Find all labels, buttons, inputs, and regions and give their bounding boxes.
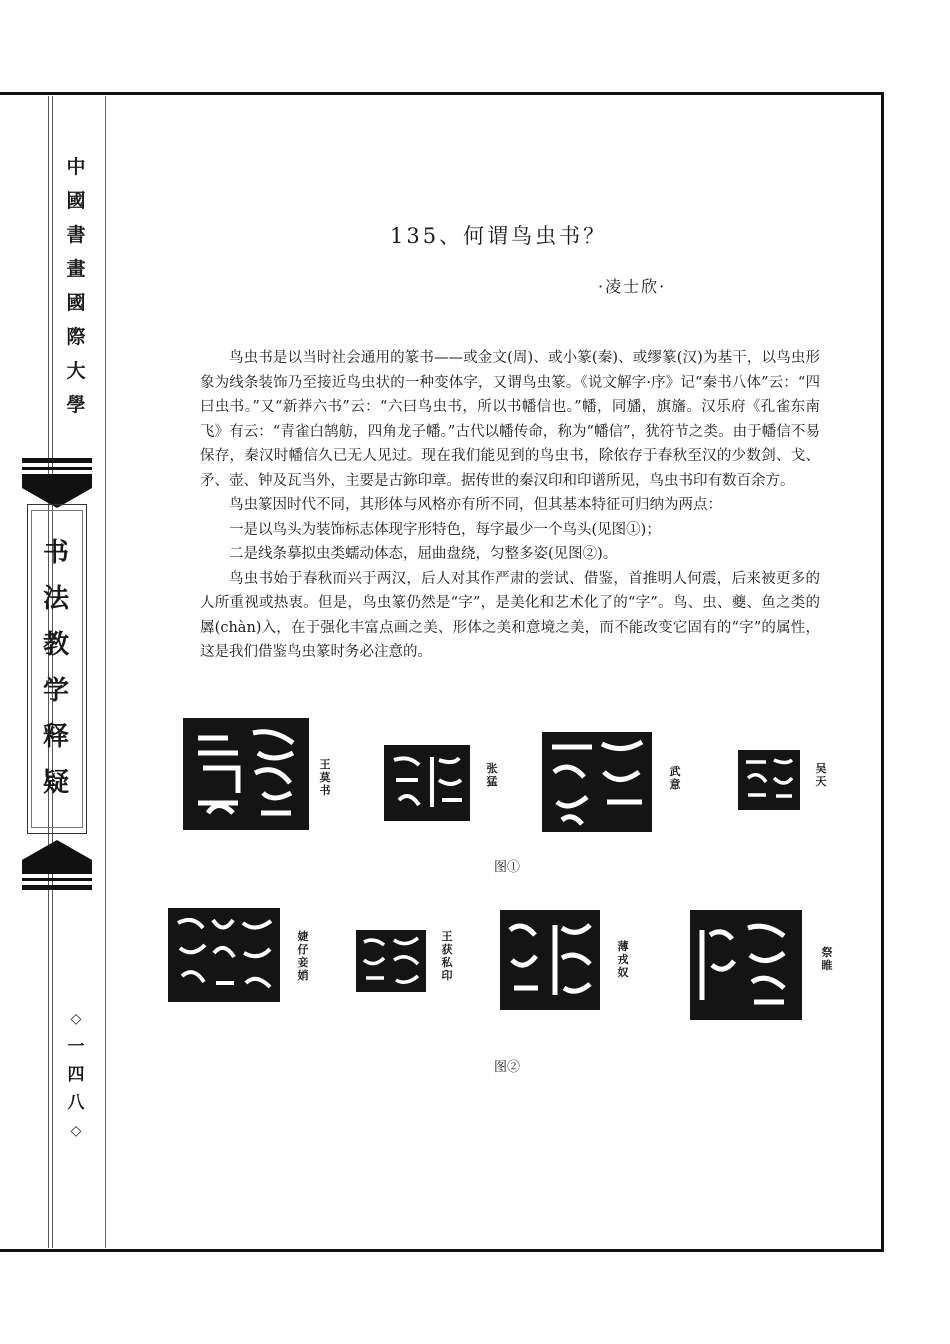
seal-label-char: 婕 — [297, 930, 309, 943]
seal-label-char: 薄 — [617, 940, 629, 953]
seal-pattern — [690, 910, 802, 1020]
sidebar-rule-right — [105, 96, 106, 1248]
page-frame-right — [881, 92, 884, 1252]
page-number — [60, 1005, 92, 1145]
university-char: 大 — [66, 360, 86, 382]
seal-label — [814, 762, 828, 788]
seal-label-char: 祭 — [821, 946, 833, 959]
book-title-char: 释 — [42, 722, 69, 752]
seal-label-char: 仔 — [297, 943, 309, 956]
seal-image — [168, 908, 280, 1002]
page-frame-top — [0, 92, 884, 95]
seal-label-char: 私 — [441, 956, 453, 969]
seal-label-char: 妾 — [297, 956, 309, 969]
seal-pattern — [738, 750, 800, 810]
seal-label-char: 奴 — [617, 966, 629, 979]
seal-label — [440, 930, 454, 982]
paragraph: 鸟虫书是以当时社会通用的篆书——或金文(周)、或小篆(秦)、或缪篆(汉)为基干，以鸟虫形象为线条装饰乃至接近鸟虫状的一种变体字，又谓鸟虫篆。《说文解字·序》记“秦书八体”云：“四曰虫书。”又“新莽六书”云：“六曰鸟虫书，所以书幡信也。”幡，同旙，旗旛。汉乐府《孔雀东南飞》有云：“青雀白鹄舫，四角龙子幡。”古代以幡传命，称为“幡信”，犹符节之类。由于幡信不易保存，秦汉时幡信久已无人见过。现在我们能见到的鸟虫书，除依存于春秋至汉的少数剑、戈、矛、壶、钟及瓦当外，主要是古鉨印章。据传世的秦汉印和印谱所见，鸟虫书印有数百余方。 — [200, 350, 820, 489]
seal-pattern — [500, 910, 600, 1010]
seal-image — [690, 910, 802, 1020]
university-char: 際 — [66, 326, 86, 348]
seal-image — [738, 750, 800, 810]
university-name — [58, 150, 94, 422]
page-number-char: 八 — [67, 1093, 85, 1113]
seal-pattern — [183, 718, 309, 830]
diamond-icon: ◇ — [70, 1011, 82, 1027]
article-title: 135、何谓鸟虫书？ — [390, 224, 608, 248]
university-char: 國 — [66, 190, 86, 212]
seal-image — [542, 732, 652, 832]
book-title-char: 法 — [42, 584, 69, 614]
seal-label — [668, 765, 682, 791]
university-char: 學 — [66, 394, 86, 416]
seal-label — [318, 758, 332, 797]
figure-caption: 图① — [494, 860, 521, 875]
seal-image — [183, 718, 309, 830]
diamond-icon: ◇ — [70, 1123, 82, 1139]
article-body — [200, 346, 820, 665]
seal-label-char: 娋 — [297, 969, 309, 982]
seal-label-char: 印 — [441, 969, 453, 982]
book-title-char: 学 — [42, 676, 69, 706]
seal-label-char: 猛 — [486, 775, 498, 788]
paragraph: 鸟虫书始于春秋而兴于两汉，后人对其作严肃的尝试、借鉴，首推明人何震，后来被更多的人所重视或热衷。但是，鸟虫篆仍然是“字”，是美化和艺术化了的“字”。鸟、虫、夔、鱼之类的羼(chàn)入，在于强化丰富点画之美、形体之美和意境之美，而不能改变它固有的“字”的属性，这是我们借鉴鸟虫篆时务必注意的。 — [200, 570, 820, 660]
seal-pattern — [168, 908, 280, 1002]
seal-image — [384, 745, 470, 821]
page-frame-bottom — [0, 1249, 884, 1252]
seal-label-char: 获 — [441, 943, 453, 956]
university-char: 中 — [66, 156, 86, 178]
university-char: 畫 — [66, 258, 86, 280]
seal-label — [485, 762, 499, 788]
seal-image — [356, 930, 426, 992]
figure-caption: 图② — [494, 1060, 521, 1075]
ornament-bar — [22, 878, 92, 881]
seal-label — [616, 940, 630, 979]
seal-pattern — [384, 745, 470, 821]
book-title-char: 书 — [42, 538, 69, 568]
ornament-bottom-shape — [22, 840, 92, 880]
seal-label-char: 吴 — [815, 762, 827, 775]
seal-label-char: 书 — [319, 784, 331, 797]
seal-label-char: 意 — [669, 778, 681, 791]
seal-label-char: 天 — [815, 775, 827, 788]
seal-label — [820, 946, 834, 972]
book-title-char: 疑 — [42, 768, 69, 798]
book-title-char: 教 — [42, 630, 69, 660]
seal-label-char: 莫 — [319, 771, 331, 784]
ornament-bar — [22, 885, 92, 890]
university-char: 書 — [66, 224, 86, 246]
paragraph: 二是线条摹拟虫类蠕动体态，屈曲盘绕，匀整多姿(见图②)。 — [229, 546, 618, 562]
seal-label-char: 王 — [441, 930, 453, 943]
seal-pattern — [542, 732, 652, 832]
seal-image — [500, 910, 600, 1010]
article-author: ·凌士欣· — [598, 277, 667, 296]
page-number-char: 四 — [67, 1065, 85, 1085]
ornament-bar — [22, 467, 92, 470]
book-title — [36, 530, 76, 806]
ornament-bar — [22, 458, 92, 463]
seal-pattern — [356, 930, 426, 992]
paragraph: 一是以鸟头为装饰标志体现字形特色，每字最少一个鸟头(见图①)； — [229, 521, 661, 538]
seal-label-char: 武 — [669, 765, 681, 778]
seal-label-char: 王 — [319, 758, 331, 771]
seal-label — [296, 930, 310, 982]
university-char: 國 — [66, 292, 86, 314]
seal-label-char: 戎 — [617, 953, 629, 966]
seal-label-char: 睢 — [821, 959, 833, 972]
seal-label-char: 张 — [486, 762, 498, 775]
page-number-char: 一 — [67, 1037, 85, 1057]
paragraph: 鸟虫篆因时代不同，其形体与风格亦有所不同，但其基本特征可归纳为两点： — [229, 497, 722, 513]
